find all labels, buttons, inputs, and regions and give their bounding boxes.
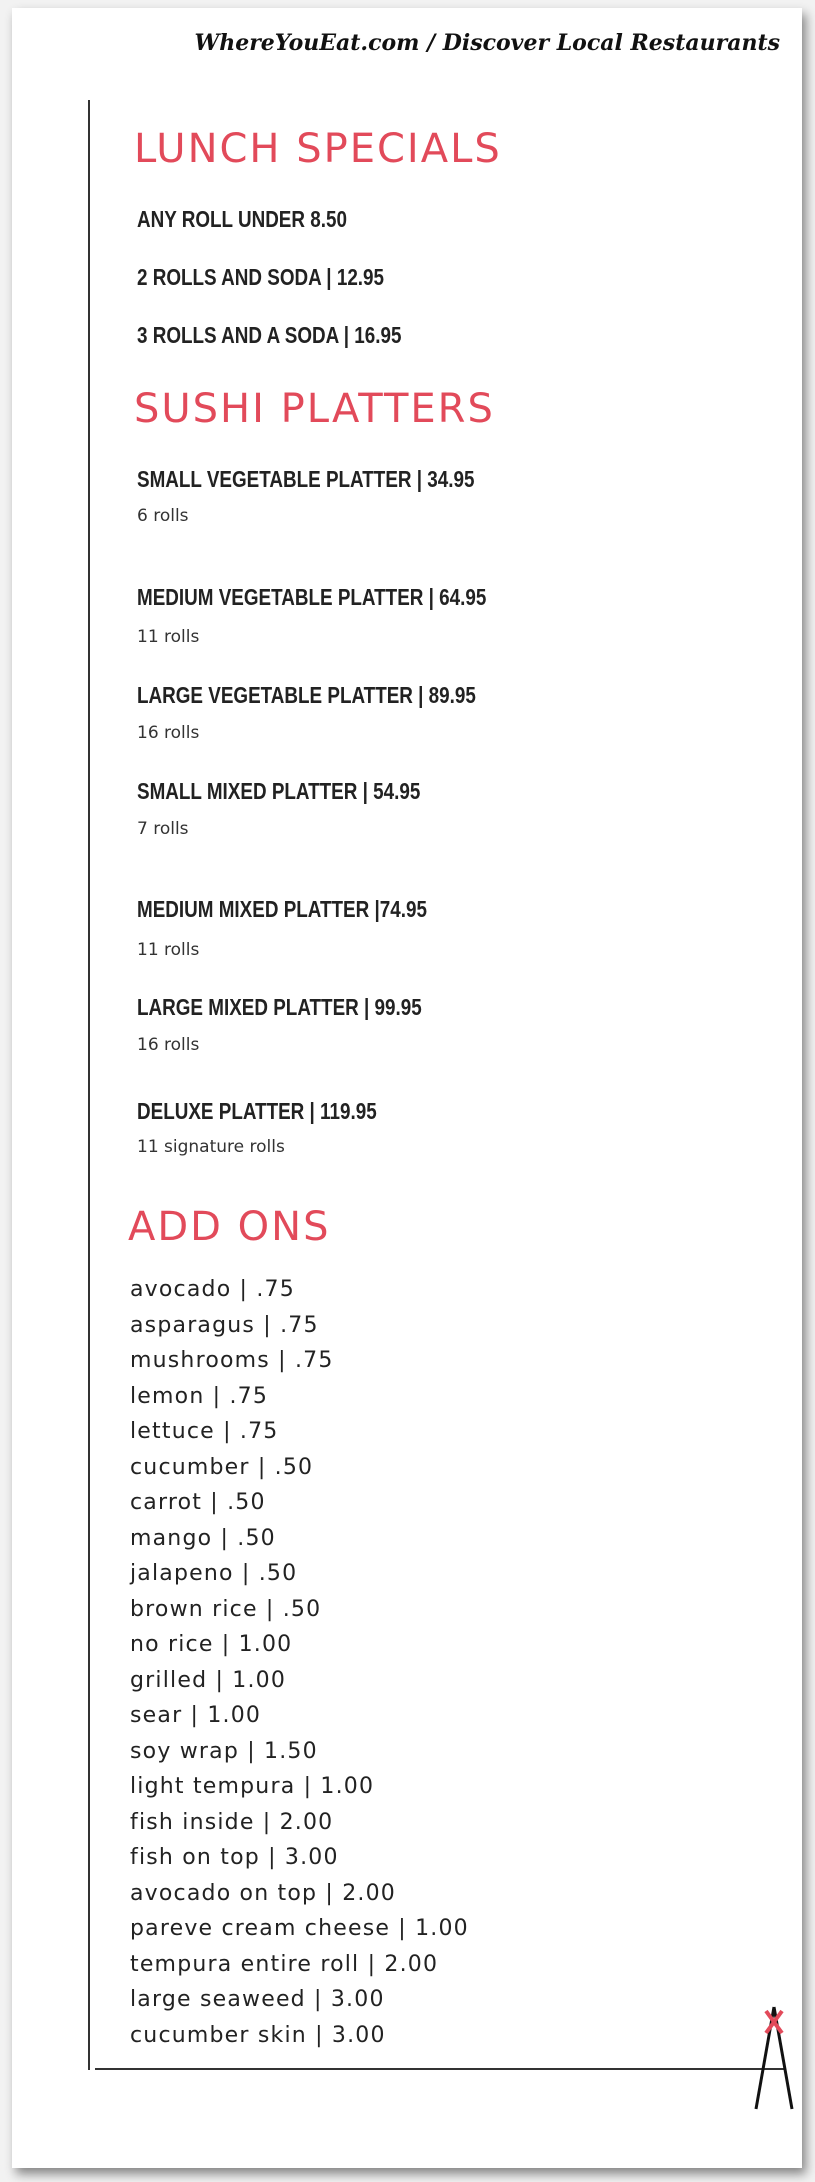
- add-on-item: fish inside | 2.00: [130, 1809, 334, 1835]
- platter-title: SMALL MIXED PLATTER | 54.95: [137, 778, 421, 804]
- lunch-specials-heading: LUNCH SPECIALS: [134, 126, 502, 172]
- menu-page: [12, 8, 802, 2168]
- add-on-item: large seaweed | 3.00: [130, 1987, 385, 2012]
- add-on-item: pareve cream cheese | 1.00: [130, 1916, 469, 1941]
- add-on-item: carrot | .50: [130, 1490, 266, 1515]
- add-on-item: tempura entire roll | 2.00: [130, 1951, 439, 1977]
- bottom-border-line: [95, 2068, 785, 2070]
- add-on-item: asparagus | .75: [130, 1312, 319, 1338]
- platter-description: 7 rolls: [137, 819, 189, 839]
- sushi-platters-heading: SUSHI PLATTERS: [134, 386, 495, 432]
- platter-title: DELUXE PLATTER | 119.95: [137, 1098, 377, 1124]
- add-on-item: avocado | .75: [130, 1277, 295, 1302]
- add-on-item: mushrooms | .75: [130, 1348, 334, 1373]
- platter-title: SMALL VEGETABLE PLATTER | 34.95: [137, 466, 475, 492]
- add-on-item: sear | 1.00: [130, 1703, 262, 1728]
- add-on-item: avocado on top | 2.00: [130, 1880, 396, 1906]
- platter-description: 11 rolls: [137, 627, 200, 647]
- add-on-item: jalapeno | .50: [130, 1561, 298, 1586]
- lunch-item: ANY ROLL UNDER 8.50: [137, 206, 347, 232]
- add-on-item: no rice | 1.00: [130, 1632, 293, 1657]
- add-on-item: brown rice | .50: [130, 1596, 322, 1622]
- add-on-item: cucumber | .50: [130, 1454, 314, 1480]
- add-on-item: cucumber skin | 3.00: [130, 2022, 386, 2048]
- add-on-item: grilled | 1.00: [130, 1667, 287, 1693]
- lunch-item: 2 ROLLS AND SODA | 12.95: [137, 264, 385, 290]
- watermark: WhereYouEat.com / Discover Local Restaurants: [194, 30, 780, 56]
- platter-description: 11 signature rolls: [137, 1137, 285, 1157]
- add-on-item: light tempura | 1.00: [130, 1774, 375, 1799]
- add-on-item: fish on top | 3.00: [130, 1845, 339, 1870]
- add-ons-heading: ADD ONS: [128, 1204, 331, 1250]
- add-ons-list: [130, 1272, 469, 2053]
- add-on-item: lemon | .75: [130, 1383, 269, 1409]
- lunch-item: 3 ROLLS AND A SODA | 16.95: [137, 322, 402, 348]
- chopsticks-icon: [752, 2003, 796, 2117]
- platter-title: MEDIUM MIXED PLATTER |74.95: [137, 896, 427, 922]
- platter-description: 16 rolls: [137, 723, 200, 743]
- add-on-item: soy wrap | 1.50: [130, 1738, 318, 1764]
- platter-title: LARGE VEGETABLE PLATTER | 89.95: [137, 682, 476, 708]
- add-on-item: mango | .50: [130, 1525, 276, 1551]
- platter-description: 16 rolls: [137, 1035, 200, 1055]
- left-border-line: [88, 100, 90, 2070]
- platter-description: 6 rolls: [137, 506, 189, 526]
- platter-description: 11 rolls: [137, 940, 200, 960]
- platter-title: LARGE MIXED PLATTER | 99.95: [137, 994, 422, 1020]
- platter-title: MEDIUM VEGETABLE PLATTER | 64.95: [137, 584, 487, 610]
- add-on-item: lettuce | .75: [130, 1419, 279, 1444]
